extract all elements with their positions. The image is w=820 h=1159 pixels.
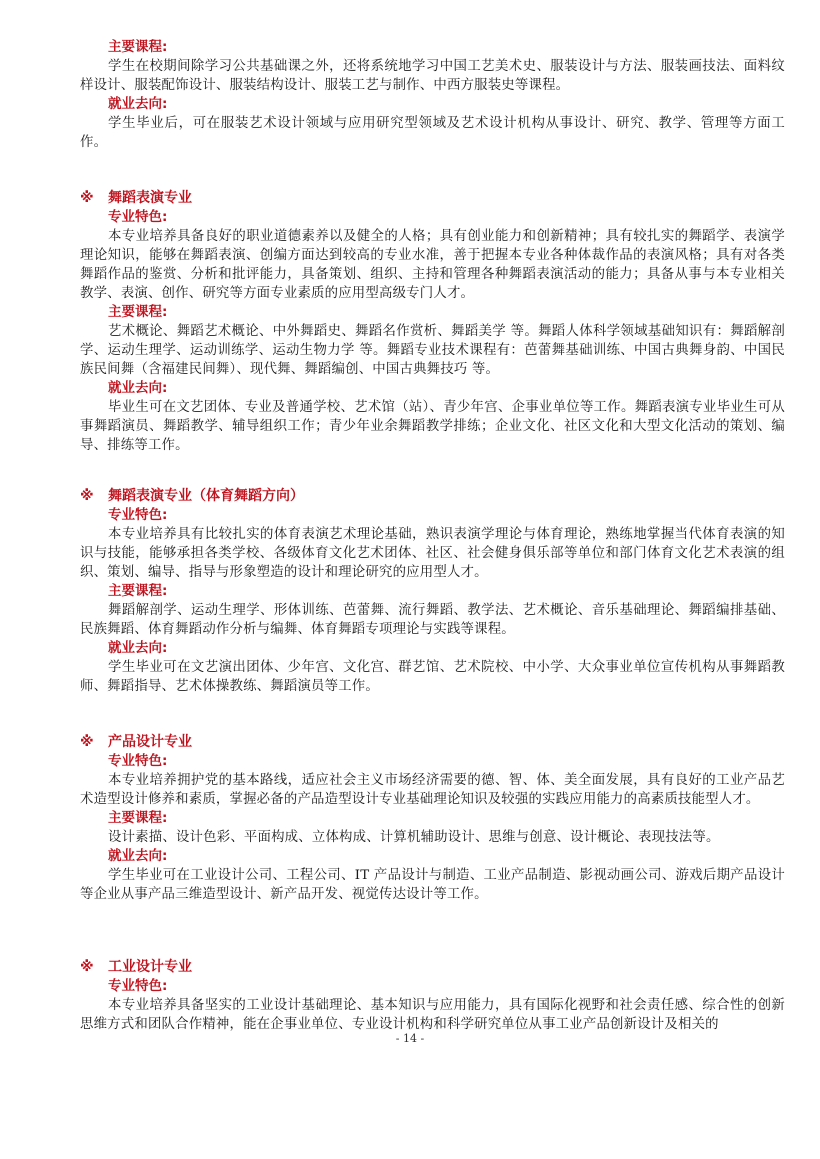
career-text: 学生毕业可在工业设计公司、工程公司、IT 产品设计与制造、工业产品制造、影视动画公司、游戏后期产品设计等企业从事产品三维造型设计、新产品开发、视觉传达设计等工作。 xyxy=(80,868,785,902)
features-text: 本专业培养具有比较扎实的体育表演艺术理论基础，熟识表演学理论与体育理论，熟练地掌握当代体育表演的知识与技能，能够承担各类学校、各级体育文化艺术团体、社区、社会健身俱乐部等单位和部门体育文化艺术表演的组织、策划、编导、指导与形象塑造的设计和理论研究的应用型人才。 xyxy=(80,527,785,580)
features-text: 本专业培养具备坚实的工业设计基础理论、基本知识与应用能力，具有国际化视野和社会责任感、综合性的创新思维方式和团队合作精神，能在企事业单位、专业设计机构和科学研究单位从事工业产品创新设计及相关的 xyxy=(80,998,785,1032)
reference-mark-icon: ※ xyxy=(80,190,94,206)
major-title xyxy=(80,732,785,752)
reference-mark-icon: ※ xyxy=(80,959,94,975)
courses-label: 主要课程: xyxy=(108,304,168,320)
courses-text: 艺术概论、舞蹈艺术概论、中外舞蹈史、舞蹈名作赏析、舞蹈美学 等。舞蹈人体科学领域基础知识有：舞蹈解剖学、运动生理学、运动训练学、运动生物力学 等。舞蹈专业技术课程有：芭蕾舞基础训练、中国古典舞身韵、中国民族民间舞（含福建民间舞）、现代舞、舞蹈编创、中国古典舞技巧 等。 xyxy=(80,324,785,377)
reference-mark-icon: ※ xyxy=(80,734,94,750)
page-number: - 14 - xyxy=(395,1032,425,1045)
features-label: 专业特色: xyxy=(108,978,168,994)
features-label: 专业特色: xyxy=(108,753,168,769)
features-text: 本专业培养具备良好的职业道德素养以及健全的人格；具有创业能力和创新精神；具有较扎实的舞蹈学、表演学理论知识，能够在舞蹈表演、创编方面达到较高的专业水准，善于把握本专业各种体裁作品的表演风格；具有对各类舞蹈作品的鉴赏、分析和批评能力，具备策划、组织、主持和管理各种舞蹈表演活动的能力；具备从事与本专业相关教学、表演、创作、研究等方面专业素质的应用型高级专门人才。 xyxy=(80,229,785,301)
courses-label: 主要课程: xyxy=(108,810,168,826)
career-label: 就业去向: xyxy=(108,380,168,396)
courses-text: 设计素描、设计色彩、平面构成、立体构成、计算机辅助设计、思维与创意、设计概论、表现技法等。 xyxy=(108,830,720,845)
career-label: 就业去向: xyxy=(108,640,168,656)
section-industrial-design xyxy=(80,957,785,1034)
section-dance xyxy=(80,188,785,455)
major-title-text: 舞蹈表演专业 xyxy=(108,190,192,206)
career-text: 学生毕业可在文艺演出团体、少年宫、文化宫、群艺馆、艺术院校、中小学、大众事业单位宣传机构从事舞蹈教师、舞蹈指导、艺术体操教练、舞蹈演员等工作。 xyxy=(80,660,785,694)
courses-label: 主要课程: xyxy=(108,583,168,599)
major-title xyxy=(80,486,785,506)
courses-text: 学生在校期间除学习公共基础课之外，还将系统地学习中国工艺美术史、服装设计与方法、服装画技法、面料纹样设计、服装配饰设计、服装结构设计、服装工艺与制作、中西方服装史等课程。 xyxy=(80,59,785,93)
major-title-text: 产品设计专业 xyxy=(108,734,192,750)
section-sport-dance xyxy=(80,486,785,696)
section-fashion-continued xyxy=(80,38,785,152)
career-label: 就业去向: xyxy=(108,848,168,864)
career-text: 毕业生可在文艺团体、专业及普通学校、艺术馆（站）、青少年宫、企事业单位等工作。舞蹈表演专业毕业生可从事舞蹈演员、舞蹈教学、辅导组织工作；青少年业余舞蹈教学排练；企业文化、社区文化和大型文化活动的策划、编导、排练等工作。 xyxy=(80,400,785,453)
features-label: 专业特色: xyxy=(108,507,168,523)
major-title-text: 舞蹈表演专业（体育舞蹈方向） xyxy=(108,488,304,504)
features-text: 本专业培养拥护党的基本路线，适应社会主义市场经济需要的德、智、体、美全面发展，具有良好的工业产品艺术造型设计修养和素质，掌握必备的产品造型设计专业基础理论知识及较强的实践应用能力的高素质技能型人才。 xyxy=(80,773,785,807)
courses-label: 主要课程: xyxy=(108,39,168,55)
section-product-design xyxy=(80,732,785,904)
major-title xyxy=(80,957,785,977)
major-title xyxy=(80,188,785,208)
career-text: 学生毕业后，可在服装艺术设计领域与应用研究型领域及艺术设计机构从事设计、研究、教学、管理等方面工作。 xyxy=(80,116,785,150)
major-title-text: 工业设计专业 xyxy=(108,959,192,975)
features-label: 专业特色: xyxy=(108,209,168,225)
reference-mark-icon: ※ xyxy=(80,488,94,504)
career-label: 就业去向: xyxy=(108,96,168,112)
courses-text: 舞蹈解剖学、运动生理学、形体训练、芭蕾舞、流行舞蹈、教学法、艺术概论、音乐基础理论、舞蹈编排基础、民族舞蹈、体育舞蹈动作分析与编舞、体育舞蹈专项理论与实践等课程。 xyxy=(80,603,785,637)
